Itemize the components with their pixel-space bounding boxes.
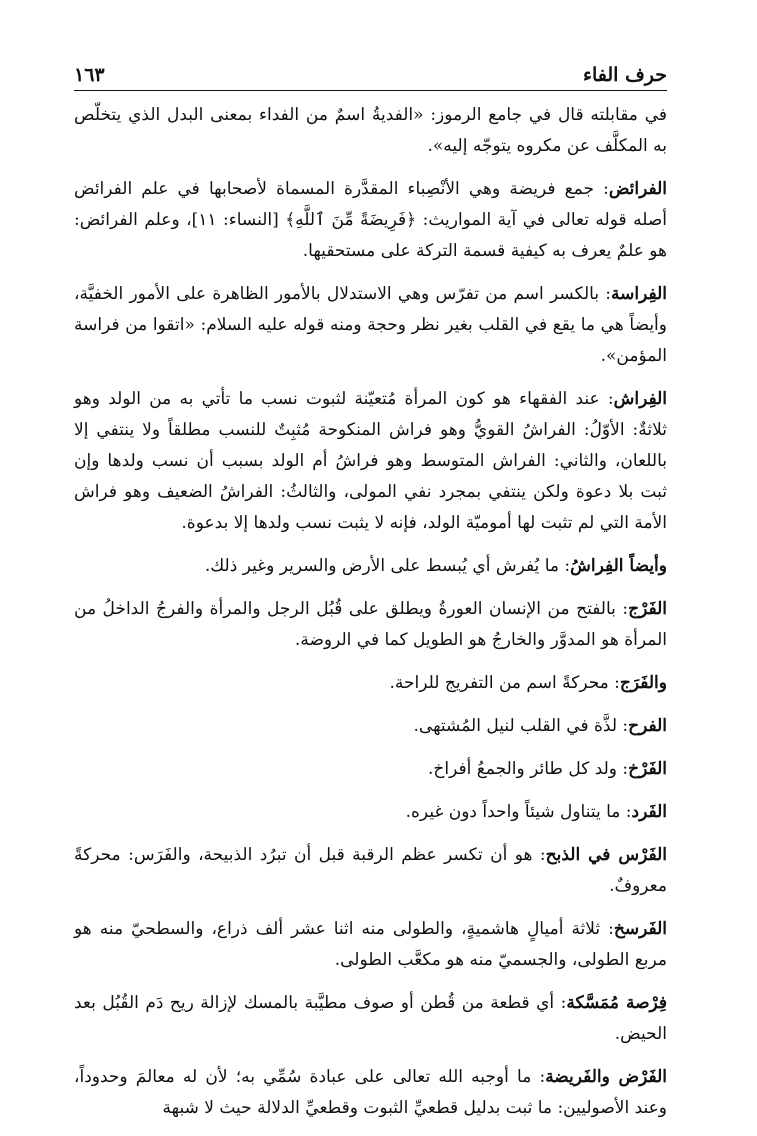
entry-term: الفَرْخ bbox=[628, 759, 667, 779]
chapter-title: حرف الفاء bbox=[583, 64, 667, 86]
entry-term: الفَرسخ bbox=[613, 919, 667, 939]
entry-text: في مقابلته قال في جامع الرموز: «الفديةُ اسمٌ من الفداء بمعنى البدل الذي يتخلّص به المكلَّف عن مكروه يتوجّه إليه». bbox=[74, 105, 667, 156]
dictionary-entry bbox=[74, 840, 667, 902]
entry-text: : ولد كل طائر والجمعُ أفراخ. bbox=[428, 759, 629, 779]
entry-term: الفِراش bbox=[613, 389, 667, 409]
page-body bbox=[74, 100, 667, 1136]
entry-term: الفَرْض والفَريضة bbox=[545, 1067, 667, 1087]
entry-term: فِرْصة مُمَسَّكة bbox=[566, 993, 668, 1013]
dictionary-entry bbox=[74, 668, 667, 699]
entry-text: : ثلاثة أميالٍ هاشميةٍ، والطولى منه اثنا عشر ألف ذراع، والسطحيّ منه هو مربع الطولى، والجسميّ منه هو مكعَّب الطولى. bbox=[74, 919, 667, 970]
page-number: ١٦٣ bbox=[74, 64, 105, 86]
dictionary-entry bbox=[74, 988, 667, 1050]
entry-text: : ما أوجبه الله تعالى على عبادة سُمِّي به؛ لأن له معالمَ وحدوداً، وعند الأصوليين: ما ثبت بدليل قطعيِّ الثبوت وقطعيِّ الدلالة حيث لا شبهة bbox=[74, 1067, 667, 1118]
entry-term: الفرح bbox=[628, 716, 667, 736]
entry-text: : لذَّة في القلب لنيل المُشتهى. bbox=[413, 716, 629, 736]
dictionary-entry bbox=[74, 551, 667, 582]
entry-term: وأيضاً الفِراشُ bbox=[570, 556, 667, 576]
dictionary-entry bbox=[74, 279, 667, 372]
entry-text: : ما يتناول شيئاً واحداً دون غيره. bbox=[405, 802, 632, 822]
dictionary-entry bbox=[74, 711, 667, 742]
entry-text: : ما يُفرش أي يُبسط على الأرض والسرير وغير ذلك. bbox=[204, 556, 571, 576]
entry-term: الفَرْج bbox=[628, 599, 667, 619]
dictionary-entry bbox=[74, 384, 667, 539]
entry-term: والفَرَج bbox=[619, 673, 667, 693]
dictionary-entry bbox=[74, 100, 667, 162]
entry-text: : جمع فريضة وهي الأنْصِباء المقدَّرة المسماة لأصحابها في علم الفرائض أصله قوله تعالى في آية المواريث: ﴿فَرِيضَةً مِّنَ ٱللَّهِ﴾ [النساء: ١١]، وعلم الفرائض: هو علمٌ يعرف به كيفية قسمة التركة على مستحقيها. bbox=[74, 179, 667, 261]
dictionary-entry bbox=[74, 754, 667, 785]
dictionary-entry bbox=[74, 797, 667, 828]
entry-term: الفَرد bbox=[631, 802, 667, 822]
entry-text: : أي قطعة من قُطن أو صوف مطيَّبة بالمسك لإزالة ريح دَم القُبُل بعد الحيض. bbox=[74, 993, 667, 1044]
entry-term: الفِراسة bbox=[611, 284, 667, 304]
entry-term: الفَرْس في الذبح bbox=[545, 845, 667, 865]
entry-term: الفرائض bbox=[608, 179, 667, 199]
entry-text: : بالفتح من الإنسان العورةُ ويطلق على قُبُل الرجل والمرأة والفرجُ الداخلُ من المرأة هو المدوَّر والخارجُ هو الطويل كما في الروضة. bbox=[74, 599, 667, 650]
entry-text: : بالكسر اسم من تفرّس وهي الاستدلال بالأمور الظاهرة على الأمور الخفيَّة، وأيضاً هي ما يقع في القلب بغير نظر وحجة ومنه قوله عليه السلام: «اتقوا من فراسة المؤمن». bbox=[74, 284, 667, 366]
dictionary-entry bbox=[74, 594, 667, 656]
entry-text: : عند الفقهاء هو كون المرأة مُتعيّنة لثبوت نسب ما تأتي به من الولد وهو ثلاثةٌ: الأوّلُ: الفراشُ القويُّ وهو فراش المنكوحة مُثبِتٌ للنسب مطلقاً ولا ينتفي إلا باللعان، والثاني: الفراش المتوسط وهو فراشُ أم الولد بسبب أن نسب ولدها وإن ثبت بلا دعوة ولكن ينتفي بمجرد نفي المولى، والثالثُ: الفراشُ الضعيف وهو فراش الأمة التي لم تثبت لها أموميّة الولد، فإنه لا يثبت نسب ولدها إلا بدعوة. bbox=[74, 389, 667, 533]
page-header bbox=[74, 46, 667, 91]
dictionary-entry bbox=[74, 1062, 667, 1124]
dictionary-entry bbox=[74, 914, 667, 976]
dictionary-entry bbox=[74, 174, 667, 267]
entry-text: : محركةً اسم من التفريج للراحة. bbox=[389, 673, 620, 693]
entry-text: : هو أن تكسر عظم الرقبة قبل أن تبرُد الذبيحة، والفَرَس: محركةً معروفٌ. bbox=[74, 845, 667, 896]
